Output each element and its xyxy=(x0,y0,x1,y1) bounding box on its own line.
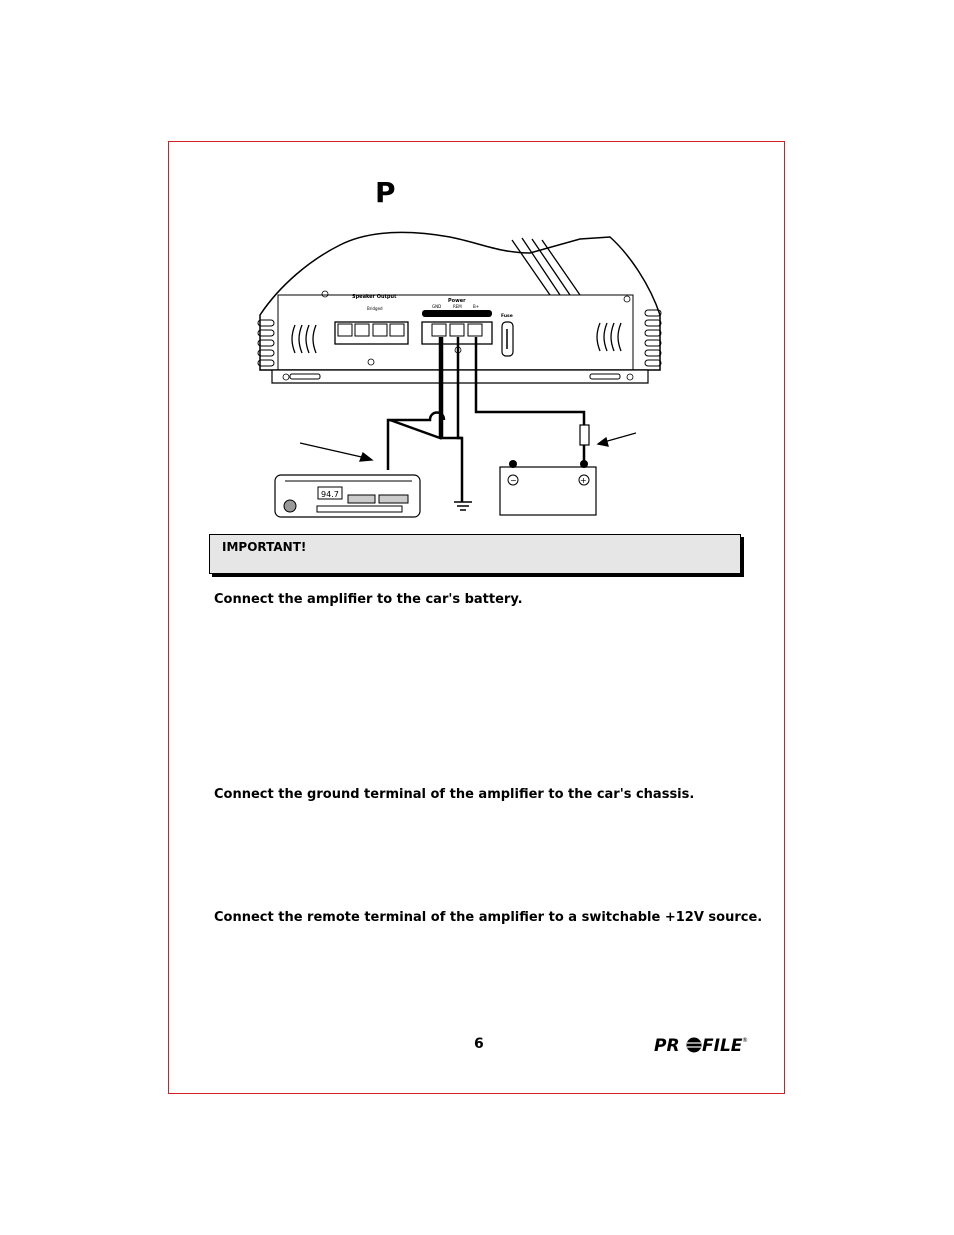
page-heading: P xyxy=(375,176,396,209)
page-number: 6 xyxy=(474,1036,484,1052)
profile-logo xyxy=(654,1033,749,1057)
terminal-label-rem: REM xyxy=(453,304,462,309)
important-label: IMPORTANT! xyxy=(222,540,307,554)
battery-minus-symbol: − xyxy=(510,476,517,485)
svg-text:®: ® xyxy=(742,1037,748,1044)
terminal-label-b-plus: B+ xyxy=(473,304,480,309)
svg-text:FILE: FILE xyxy=(702,1036,743,1056)
radio-display: 94.7 xyxy=(321,490,339,499)
bridged-label: Bridged xyxy=(367,306,383,311)
svg-text:PR: PR xyxy=(654,1036,680,1056)
step-ground: Connect the ground terminal of the amplifier to the car's chassis. xyxy=(214,787,695,802)
fuse-label: Fuse xyxy=(501,314,513,319)
battery-negative-post xyxy=(509,460,517,468)
battery xyxy=(500,467,596,515)
power-label: Power xyxy=(448,298,466,304)
base-plate xyxy=(272,370,648,383)
inline-fuse xyxy=(580,425,589,445)
wiring-diagram xyxy=(250,225,670,525)
volume-knob xyxy=(284,500,296,512)
step-remote: Connect the remote terminal of the amplifier to a switchable +12V source. xyxy=(214,910,763,925)
battery-plus-symbol: + xyxy=(580,476,587,485)
battery-positive-post xyxy=(580,460,588,468)
speaker-output-label: Speaker Output xyxy=(352,294,397,300)
step-battery: Connect the amplifier to the car's battery. xyxy=(214,592,523,607)
terminal-label-gnd: GND xyxy=(432,304,442,309)
chassis-ground-icon xyxy=(454,502,472,510)
power-label-bar xyxy=(422,310,492,317)
remote-to-headunit xyxy=(388,413,444,471)
important-notice xyxy=(209,534,741,574)
